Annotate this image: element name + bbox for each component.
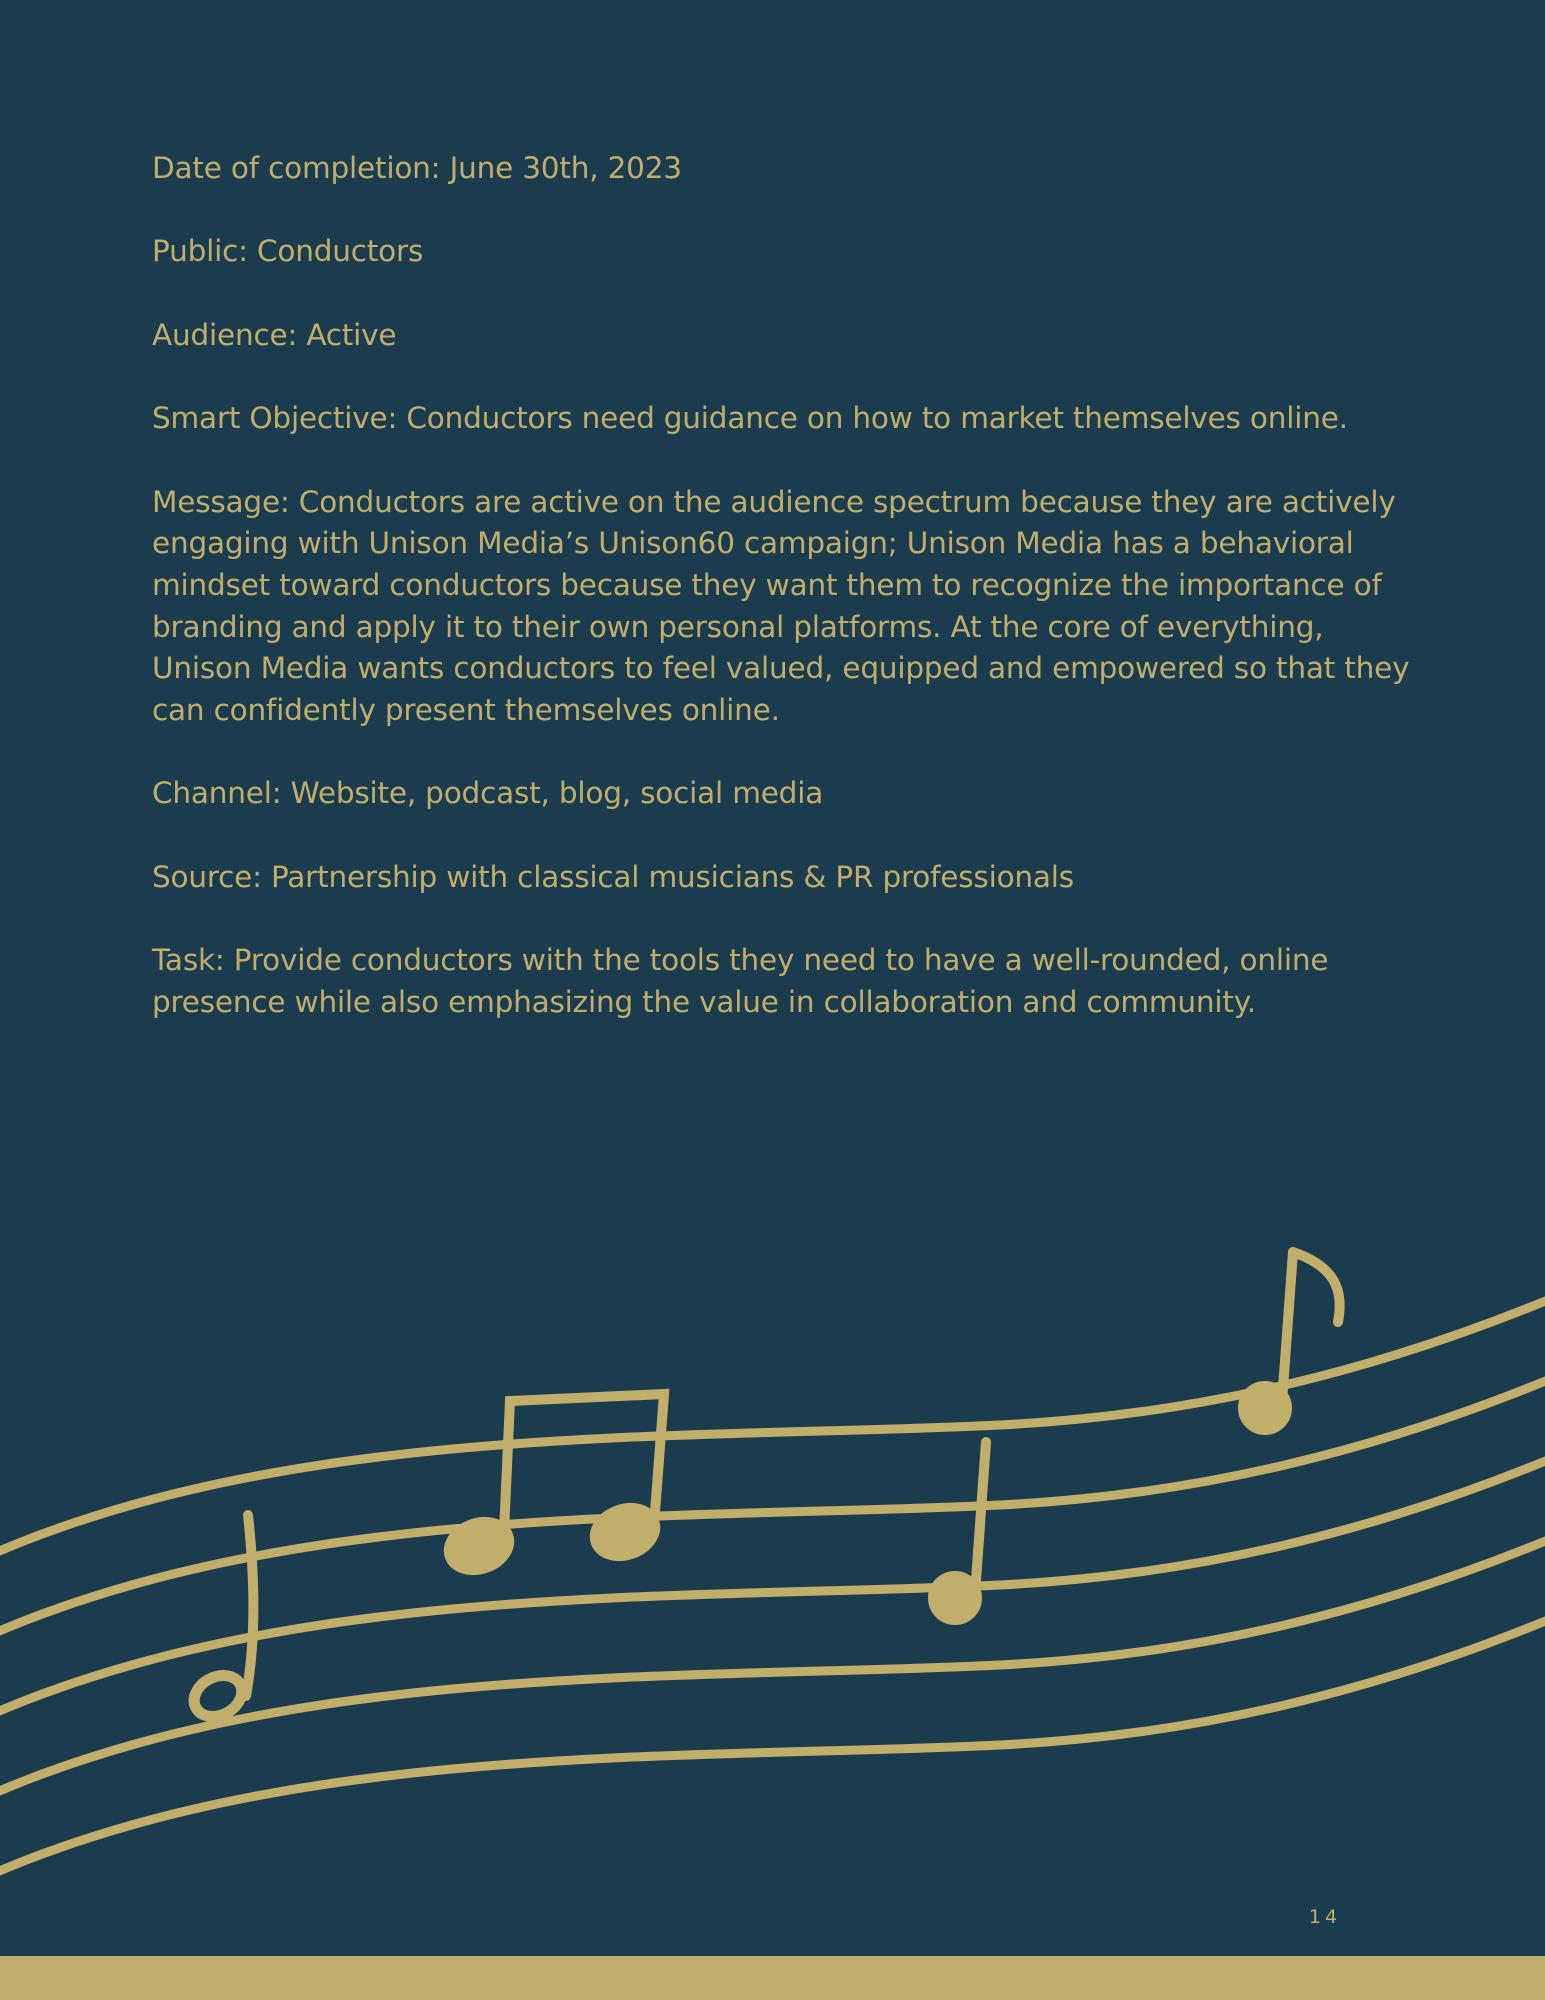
public-line: Public: Conductors bbox=[152, 234, 424, 269]
page-number: 14 bbox=[1308, 1906, 1342, 1928]
message-paragraph: Message: Conductors are active on the audience spectrum because they are actively engaging with Unison Media’s Unison60 campaign; Unison Media has a behavioral mindset toward conductors because they want them to recognize the importance of branding and apply it to their own personal platforms. At the core of everything, Unison Media wants conductors to feel valued, equipped and empowered so that they can confidently present themselves online. bbox=[152, 484, 1410, 728]
smart-objective-line: Smart Objective: Conductors need guidance on how to market themselves online. bbox=[152, 401, 1348, 436]
half-note-icon bbox=[187, 1515, 253, 1725]
quarter-note-icon bbox=[929, 1442, 986, 1624]
audience-line: Audience: Active bbox=[152, 317, 397, 352]
campaign-details bbox=[152, 148, 1412, 1065]
footer-bar bbox=[0, 1956, 1545, 2000]
eighth-note-icon bbox=[1239, 1252, 1340, 1434]
music-staff-icon bbox=[0, 1230, 1545, 1890]
source-line: Source: Partnership with classical musicians & PR professionals bbox=[152, 859, 1074, 894]
completion-date-line: Date of completion: June 30th, 2023 bbox=[152, 151, 682, 185]
beamed-eighth-notes-icon bbox=[437, 1394, 667, 1583]
channel-line: Channel: Website, podcast, blog, social media bbox=[152, 776, 824, 811]
task-paragraph: Task: Provide conductors with the tools they need to have a well-rounded, online presence while also emphasizing the value in collaboration and community. bbox=[152, 943, 1329, 1019]
staff-line-5 bbox=[0, 1615, 1545, 1875]
